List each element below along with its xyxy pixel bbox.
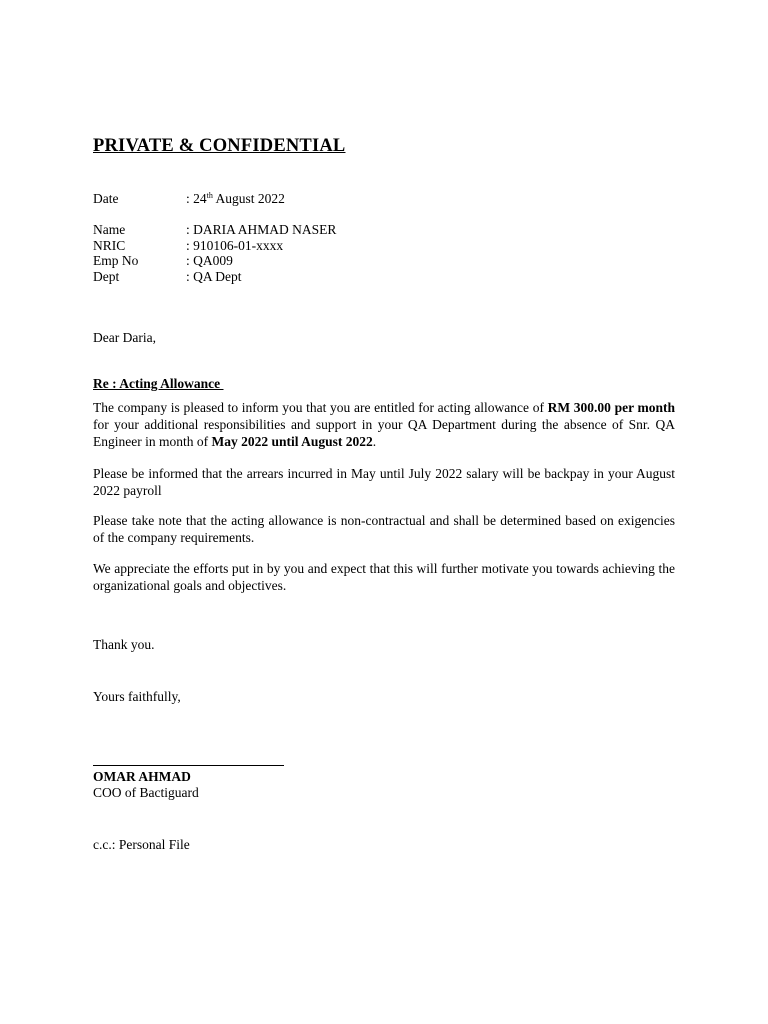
date-value-suffix: August 2022 <box>212 191 285 206</box>
dept-label: Dept <box>93 269 120 284</box>
cc-line: c.c.: Personal File <box>93 837 190 852</box>
nric-label: NRIC <box>93 238 126 253</box>
allowance-amount: RM 300.00 per month <box>547 400 675 415</box>
emp-no-value: : QA009 <box>186 253 233 268</box>
date-value-prefix: : 24 <box>186 191 207 206</box>
para1-text-2: for your additional responsibilities and support in your QA Department during the absence of Snr. QA Engineer in month of <box>93 417 675 449</box>
signer-title: COO of Bactiguard <box>93 785 199 800</box>
emp-no-label: Emp No <box>93 253 139 268</box>
allowance-period: May 2022 until August 2022 <box>211 434 373 449</box>
para1-text-1: The company is pleased to inform you that you are entitled for acting allowance of <box>93 400 548 415</box>
para1-text-3: . <box>372 434 377 449</box>
paragraph-allowance <box>93 399 675 450</box>
thank-you: Thank you. <box>93 637 155 652</box>
signature-line <box>93 765 284 766</box>
subject-line: Re : Acting Allowance <box>93 376 224 391</box>
dept-value: : QA Dept <box>186 269 242 284</box>
name-value: : DARIA AHMAD NASER <box>186 222 337 237</box>
salutation: Dear Daria, <box>93 330 156 345</box>
letter-title: PRIVATE & CONFIDENTIAL <box>93 136 346 156</box>
date-value <box>186 190 285 207</box>
closing: Yours faithfully, <box>93 689 181 704</box>
signer-name: OMAR AHMAD <box>93 769 191 784</box>
letter-page <box>93 0 675 1024</box>
paragraph-non-contractual: Please take note that the acting allowance is non-contractual and shall be determined based on exigencies of the company requirements. <box>93 513 675 545</box>
name-label: Name <box>93 222 126 237</box>
nric-value: : 910106-01-xxxx <box>186 238 284 253</box>
paragraph-appreciation: We appreciate the efforts put in by you and expect that this will further motivate you towards achieving the organizational goals and objectives. <box>93 561 675 593</box>
paragraph-arrears: Please be informed that the arrears incurred in May until July 2022 salary will be backpay in your August 2022 payroll <box>93 466 675 498</box>
date-ordinal-suffix: th <box>206 191 213 200</box>
date-label: Date <box>93 191 119 206</box>
